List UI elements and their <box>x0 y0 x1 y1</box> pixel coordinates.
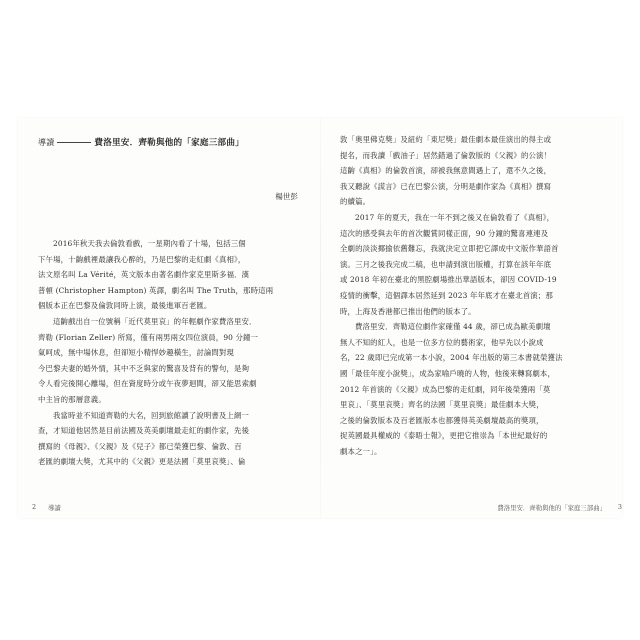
paragraph <box>340 210 602 319</box>
text-line: 提名，而我讀「戲油子」居然錯過了倫敦版的《父親》的公演！ <box>340 150 552 160</box>
text-line: 2016年秋天我去倫敦看戲，一星期內看了十場，包括三個 <box>53 239 246 248</box>
text-line: 這齣戲出自一位號稱「近代莫里哀」的年輕劇作家費洛里安． <box>53 316 257 326</box>
text-line: 國「最佳年度小說獎」，成為家喻戶曉的人物，他後來轉寫劇本， <box>340 368 555 378</box>
heading-dash <box>57 142 91 143</box>
running-title: 費洛里安．齊勒與他的「家庭三部曲」 <box>497 504 606 512</box>
text-line: 全劇的淡淡揶揄依舊難忘，我就決定立即把它譯成中文版作華語首 <box>340 244 559 254</box>
text-line: 齊勒 (Florian Zeller) 所寫，僅有兩男兩女四位演員，90 分鐘一 <box>38 332 259 342</box>
page-number: 2 <box>32 503 37 511</box>
book-spread <box>18 118 622 518</box>
text-line: 2017 年的夏天，我在一年不到之後又在倫敦看了《真相》， <box>355 212 555 222</box>
paragraph <box>38 314 300 408</box>
text-line: 令人看完後開心離場，但在資度時分或午夜夢迴間，卻又能思索劇 <box>38 379 257 389</box>
left-body-text <box>38 236 300 470</box>
paragraph <box>38 236 300 314</box>
text-line: 敦「奧里佛克獎」及紐約「東尼獎」最佳劇本最佳演出的得主或 <box>340 135 552 144</box>
text-line: 我當時並不知道齊勒的大名，回到旅館讀了說明書及上網一 <box>53 410 250 420</box>
text-line: 普頓 (Christopher Hampton) 英譯，劇名叫 The Truth，那時這兩 <box>38 285 274 295</box>
running-title: 導讀 <box>48 504 61 512</box>
paragraph <box>38 408 300 470</box>
text-line: 劇本之一」。 <box>340 446 382 456</box>
text-line: 氣呵成，無中場休息，但卻短小精悍妙趣橫生，討論問對現 <box>38 348 235 358</box>
text-line: 時，上海及香港都已推出他們的版本了。 <box>340 306 476 316</box>
book-gutter <box>320 118 321 518</box>
text-line: 中主旨的那層意義。 <box>38 394 106 404</box>
chapter-heading <box>38 136 308 148</box>
text-line: 2012 年首演的《父親》成為巴黎的走紅劇，同年後榮獲兩「莫 <box>340 384 551 394</box>
chapter-tag: 導讀 <box>38 138 55 147</box>
text-line: 無人不知的紅人，也是一位多方位的藝術家，他早先以小說成 <box>340 337 544 347</box>
text-line: 名，22 歲即已完成第一本小說，2004 年出版的第三本書就榮獲法 <box>340 353 563 363</box>
text-line: 下午場，十齣戲裡最讓我心醉的，乃是巴黎的走紅劇《真相》， <box>38 254 246 264</box>
text-line: 演。三月之後我完成二稿，也申請到演出版權，打算在該年年底 <box>340 259 552 269</box>
right-page <box>340 118 622 518</box>
paragraph <box>340 319 602 459</box>
text-line: 里哀」、「莫里哀獎」齊名的法國「莫里哀獎」最佳劇本大獎， <box>340 400 544 410</box>
text-line: 的續篇。 <box>340 197 371 207</box>
text-line: 費洛里安．齊勒這位劇作家確僅 44 歲，卻已成為歐美劇壇 <box>355 322 551 332</box>
left-page <box>32 118 308 518</box>
text-line: 法文原名叫 La Vérité，英文版本由著名劇作家克里斯多福．漢 <box>38 270 250 280</box>
text-line: 個版本正在巴黎及倫敦同時上演，最後進軍百老匯。 <box>38 301 212 311</box>
text-line: 捉英國最具權威的《泰晤士報》，更把它推崇為「本世紀最好的 <box>340 431 548 441</box>
text-line: 或 2018 年初在臺北的黑腔劇場推出華語版本，卻因 COVID-19 <box>340 275 557 285</box>
text-line: 這齣《真相》的倫敦首演，卻被我無意間遇上了，還不久之後， <box>340 166 552 176</box>
text-line: 撰寫的《母親》、《父親》及《兒子》都已榮獲巴黎、倫敦、百 <box>38 441 242 451</box>
page-number: 3 <box>617 503 622 511</box>
right-body-text <box>340 132 602 459</box>
text-line: 疫情的衝擊，這個譯本居然延到 2023 年年底才在臺北首演；那 <box>340 290 553 300</box>
paragraph <box>340 132 602 210</box>
author-name: 楊世彭 <box>275 192 298 201</box>
chapter-title: 費洛里安．齊勒與他的「家庭三部曲」 <box>94 138 244 148</box>
text-line: 老匯的劇壇大獎，尤其中的《父親》更是法國「莫里哀獎」、倫 <box>38 457 246 467</box>
text-line: 查，才知道他居然是目前法國及英美劇壇最走紅的劇作家，先後 <box>38 426 250 436</box>
text-line: 我又聽說《謊言》已在巴黎公演，分明是劇作家為《真相》撰寫 <box>340 181 552 191</box>
text-line: 這次的感受與去年的首次觀賞同樣正面，90 分鐘的驚喜連連及 <box>340 228 549 238</box>
text-line: 之後的倫敦版本及百老匯版本也都獲得英美劇壇最高的獎項， <box>340 415 544 425</box>
text-line: 今巴黎夫妻的婚外情，其中不乏與家的驚喜及背有的警句，是夠 <box>38 363 250 373</box>
